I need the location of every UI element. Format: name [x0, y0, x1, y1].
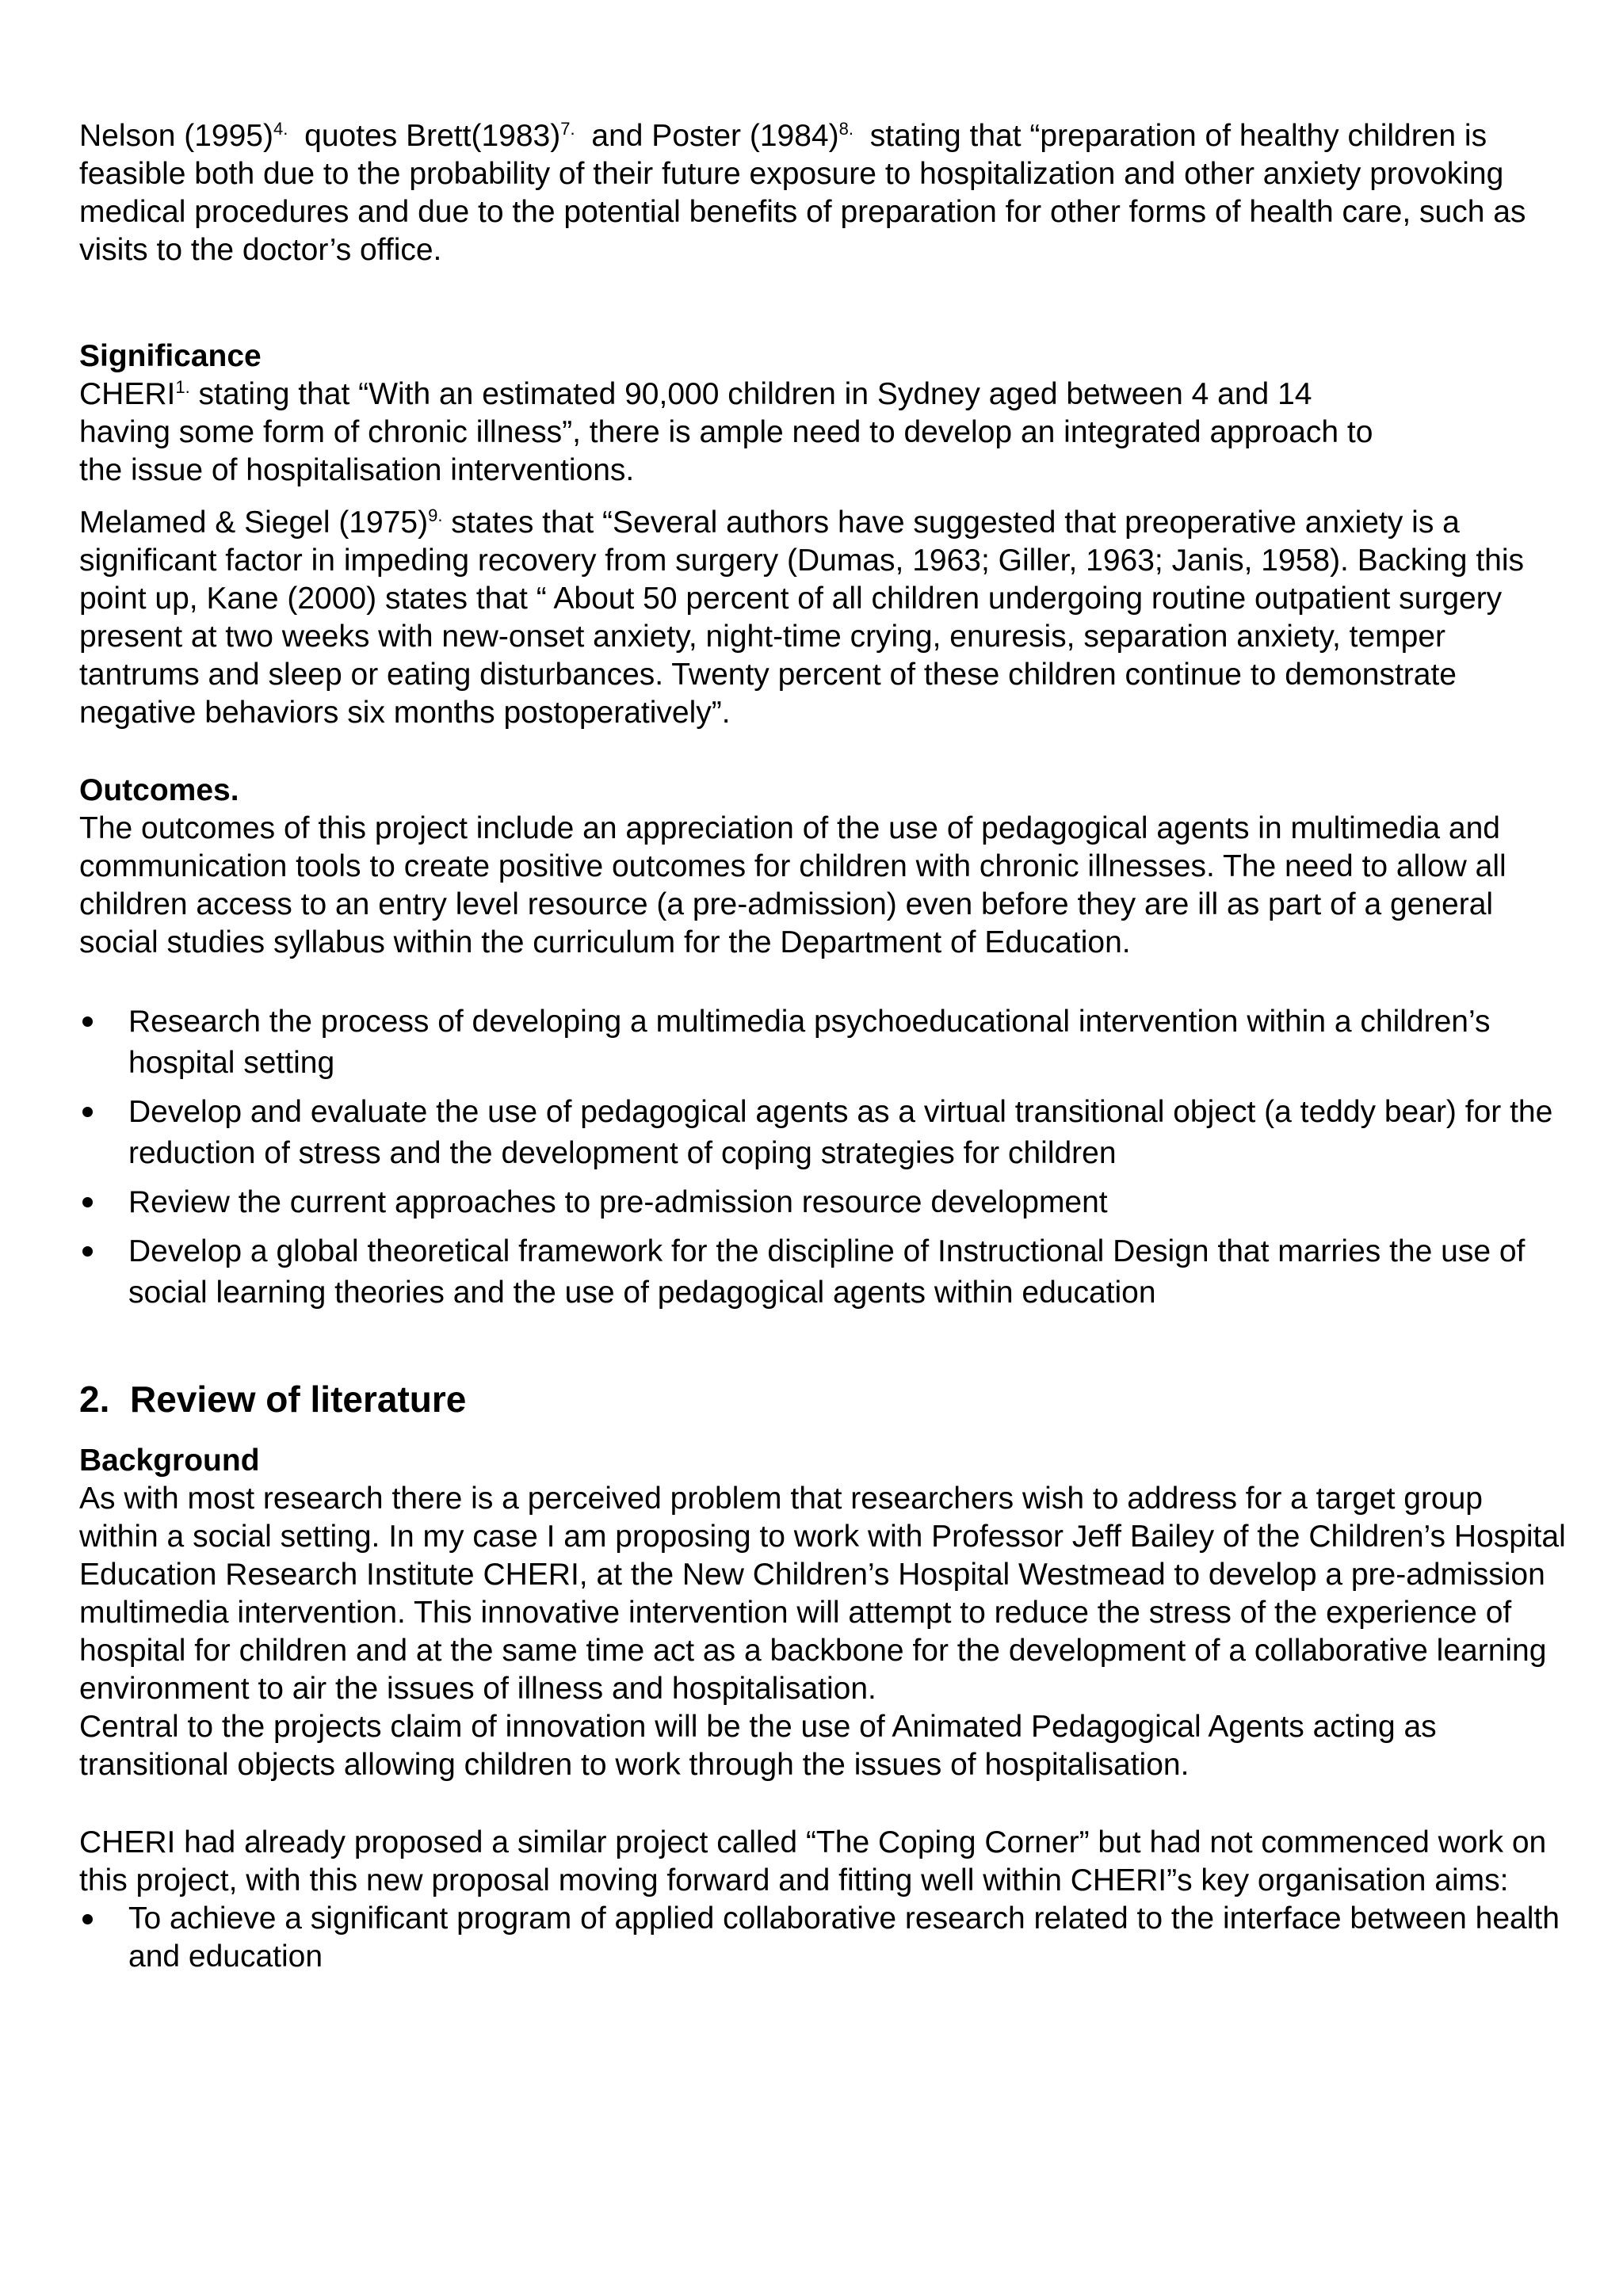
significance-text-b: stating that “With an estimated 90,000 children in Sydney aged between 4 and 14 [189, 377, 1312, 411]
background-paragraph-1: As with most research there is a perceived problem that researchers wish to address for a target group within a social setting. In my case I am proposing to work with Professor Jeff Bailey of the Children’s Hospital Education Research Institute CHERI, at the New Children’s Hospital Westmead to develop a pre-admission multimedia intervention. This innovative intervention will attempt to reduce the stress of the experience of hospital for children and at the same time act as a backbone for the development of a collaborative learning environment to air the issues of illness and hospitalisation. [79, 1482, 1566, 1706]
significance-heading: Significance [79, 339, 262, 373]
intro-text-d: stating that “preparation of healthy children is feasible both due to the probability of their future exposure to hospitalization and other anxiety provoking medical procedures and due to the potential benefits of preparation for other forms of health care, such as visits to the doctor’s office. [79, 119, 1526, 267]
significance-paragraph-1 [79, 376, 1569, 490]
bullet-icon [82, 1107, 93, 1117]
list-item [79, 1001, 1569, 1084]
list-item [79, 1092, 1569, 1174]
intro-text-a: Nelson (1995) [79, 119, 273, 153]
list-item [79, 1182, 1569, 1223]
significance-text-a: CHERI [79, 377, 176, 411]
outcomes-paragraph: The outcomes of this project include an appreciation of the use of pedagogical agents in multimedia and communication tools to create positive outcomes for children with chronic illnesses. The need to allow all children access to an entry level resource (a pre-admission) even before they are ill as part of a general social studies syllabus within the curriculum for the Department of Education. [79, 811, 1507, 959]
list-item [79, 1900, 1569, 1976]
significance-line-3: the issue of hospitalisation interventions. [79, 453, 635, 487]
section-number: 2. [79, 1379, 110, 1420]
citation-superscript: 9. [428, 505, 443, 525]
list-item-text: Develop and evaluate the use of pedagogical agents as a virtual transitional object (a teddy bear) for the reduction of stress and the development of coping strategies for children [128, 1095, 1553, 1170]
bullet-icon [82, 1016, 93, 1027]
document-page [79, 117, 1569, 1984]
intro-text-b: quotes Brett(1983) [296, 119, 561, 153]
aims-bullet-list [79, 1900, 1569, 1976]
citation-superscript: 8. [838, 119, 854, 139]
list-item-text: Research the process of developing a multimedia psychoeducational intervention within a children’s hospital setting [128, 1005, 1491, 1080]
significance-line-2: having some form of chronic illness”, there is ample need to develop an integrated approach to [79, 415, 1373, 449]
section-title-text: Review of literature [130, 1379, 467, 1420]
citation-superscript: 1. [175, 377, 190, 397]
bullet-icon [82, 1914, 93, 1924]
outcomes-bullet-list [79, 1001, 1569, 1314]
significance-p2-text-b: states that “Several authors have suggested that preoperative anxiety is a significant factor in impeding recovery from surgery (Dumas, 1963; Giller, 1963; Janis, 1958). Backing this point up, Kane (2000) states that “ About 50 percent of all children undergoing routine outpatient surgery present at two weeks with new-onset anxiety, night-time crying, enuresis, separation anxiety, temper tantrums and sleep or eating disturbances. Twenty percent of these children continue to demonstrate negative behaviors six months postoperatively”. [79, 505, 1525, 730]
intro-text-c: and Poster (1984) [582, 119, 839, 153]
list-item-text: To achieve a significant program of applied collaborative research related to the interface between health and education [128, 1901, 1560, 1974]
significance-p2-text-a: Melamed & Siegel (1975) [79, 505, 429, 540]
background-paragraph-3: CHERI had already proposed a similar project called “The Coping Corner” but had not commenced work on this project, with this new proposal moving forward and fitting well within CHERI”s key organisation aims: [79, 1825, 1547, 1897]
section-title-review [79, 1377, 1569, 1421]
outcomes-heading: Outcomes. [79, 773, 239, 807]
list-item-text: Review the current approaches to pre-admission resource development [128, 1185, 1108, 1219]
significance-paragraph-2 [79, 504, 1569, 732]
background-heading: Background [79, 1444, 260, 1478]
intro-paragraph [79, 117, 1569, 269]
bullet-icon [82, 1197, 93, 1207]
list-item [79, 1231, 1569, 1314]
citation-superscript: 4. [273, 119, 288, 139]
list-item-text: Develop a global theoretical framework for the discipline of Instructional Design that marries the use of social learning theories and the use of pedagogical agents within education [128, 1234, 1526, 1310]
background-paragraph-2: Central to the projects claim of innovation will be the use of Animated Pedagogical Agents acting as transitional objects allowing children to work through the issues of hospitalisation. [79, 1710, 1437, 1782]
bullet-icon [82, 1246, 93, 1257]
citation-superscript: 7. [560, 119, 575, 139]
